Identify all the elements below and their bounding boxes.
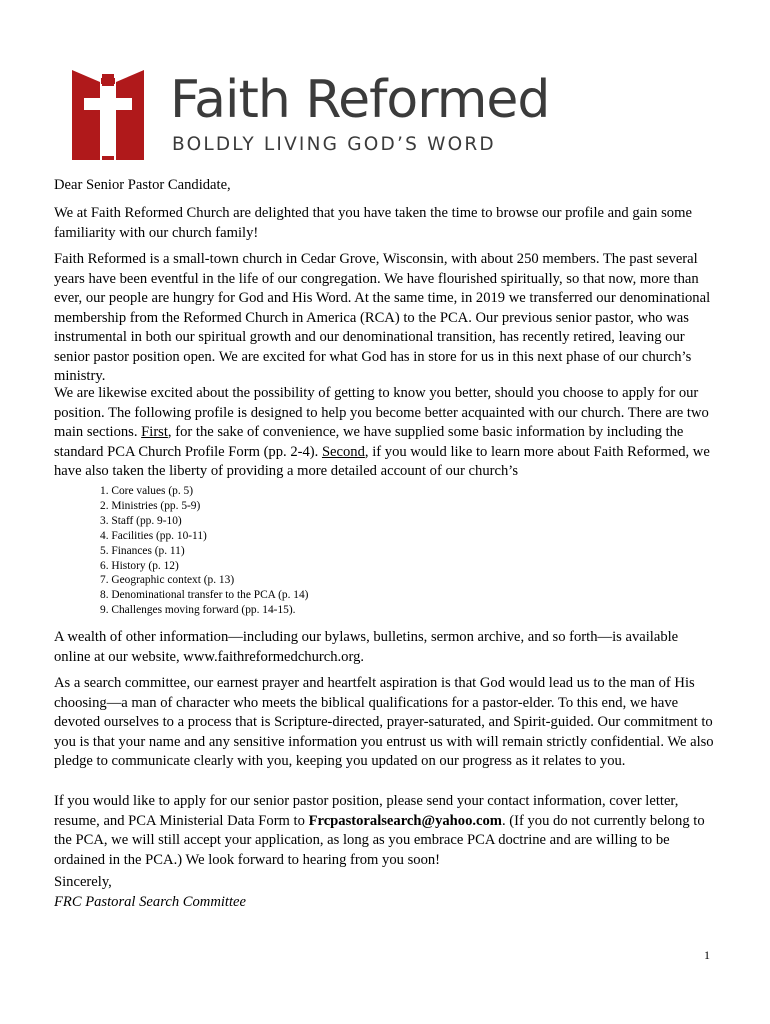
list-item: 2. Ministries (pp. 5-9) bbox=[100, 499, 201, 512]
second-label: Second bbox=[321, 443, 365, 460]
salutation: Dear Senior Pastor Candidate, bbox=[54, 177, 231, 193]
closing: Sincerely, bbox=[54, 874, 112, 890]
p3-text-b: , for the sake of convenience, we have supplied some basic information by including the standard PCA Church Profile Form (pp. 2-4). bbox=[54, 424, 684, 460]
cross-banner-icon bbox=[70, 70, 150, 160]
paragraph-intro: We at Faith Reformed Church are delighted that you have taken the time to browse our profile and gain some familiarity with our church family! bbox=[54, 205, 692, 241]
list-item: 1. Core values (p. 5) bbox=[100, 485, 193, 497]
p6-text-b: . (If you do not currently belong to the PCA, we will still accept your application, as long as you embrace PCA doctrine and are willing to be ordained in the PCA.) We look forward to hearing from you soon! bbox=[54, 812, 705, 868]
p3-text-a: We are likewise excited about the possibility of getting to know you better, should you choose to apply for our position. The following profile is designed to help you become better acquainted with our church. There are two main sections. bbox=[54, 385, 709, 440]
p6-text-a: If you would like to apply for our senior pastor position, please send your contact information, cover letter, resume, and PCA Ministerial Data Form to bbox=[54, 793, 679, 829]
list-item: 6. History (p. 12) bbox=[100, 559, 179, 572]
paragraph-profile-sections bbox=[54, 384, 716, 482]
list-item: 9. Challenges moving forward (pp. 14-15). bbox=[100, 604, 296, 617]
signature-block bbox=[54, 873, 246, 912]
page-number: 1 bbox=[704, 948, 710, 962]
paragraph-search-committee: As a search committee, our earnest prayer and heartfelt aspiration is that God would lead us to the man of His choosing—a man of character who meets the biblical qualifications for a pastor-elder. To this end, we have devoted ourselves to a process that is Scripture-directed, prayer-saturated, and Spirit-guided. Our commitment to you is that your name and any sensitive information you entrust us with will remain strictly confidential. We also pledge to communicate clearly with you, keeping you updated on our progress as it relates to you. bbox=[54, 675, 714, 769]
contact-email: Frcpastoralsearch@yahoo.com bbox=[308, 812, 502, 829]
paragraph-website: A wealth of other information—including our bylaws, bulletins, sermon archive, and so forth—is available online at our website, www.faithreformedchurch.org. bbox=[54, 629, 679, 665]
list-item: 3. Staff (pp. 9-10) bbox=[100, 514, 182, 527]
list-item: 7. Geographic context (p. 13) bbox=[100, 574, 235, 587]
committee-name: FRC Pastoral Search Committee bbox=[54, 893, 246, 910]
first-label: First bbox=[141, 424, 168, 440]
list-item: 4. Facilities (pp. 10-11) bbox=[100, 529, 207, 542]
logo-wordmark: Faith Reformed bbox=[170, 70, 550, 130]
list-item: 5. Finances (p. 11) bbox=[100, 544, 185, 557]
faith-reformed-logo bbox=[70, 66, 550, 162]
paragraph-apply bbox=[54, 792, 716, 870]
paragraph-church-overview: Faith Reformed is a small-town church in Cedar Grove, Wisconsin, with about 250 members. The past several years have been eventful in the life of our congregation. We have flourished spiritually, so that now, more than ever, our people are hungry for God and His Word. At the same time, in 2019 we transferred our denominational membership from the Reformed Church in America (RCA) to the PCA. Our previous senior pastor, who was instrumental in both our spiritual growth and our denominational transition, has recently retired, leaving our senior pastor position open. We are excited for what God has in store for us in this next phase of our church’s ministry. bbox=[54, 251, 711, 384]
list-item: 8. Denominational transfer to the PCA (p. 14) bbox=[100, 589, 309, 602]
p3-text-c: , if you would like to learn more about Faith Reformed, we have also taken the liberty of providing a more detailed account of our church’s bbox=[54, 443, 710, 479]
logo-tagline: BOLDLY LIVING GOD’S WORD bbox=[172, 134, 496, 155]
profile-contents-list bbox=[100, 484, 308, 618]
